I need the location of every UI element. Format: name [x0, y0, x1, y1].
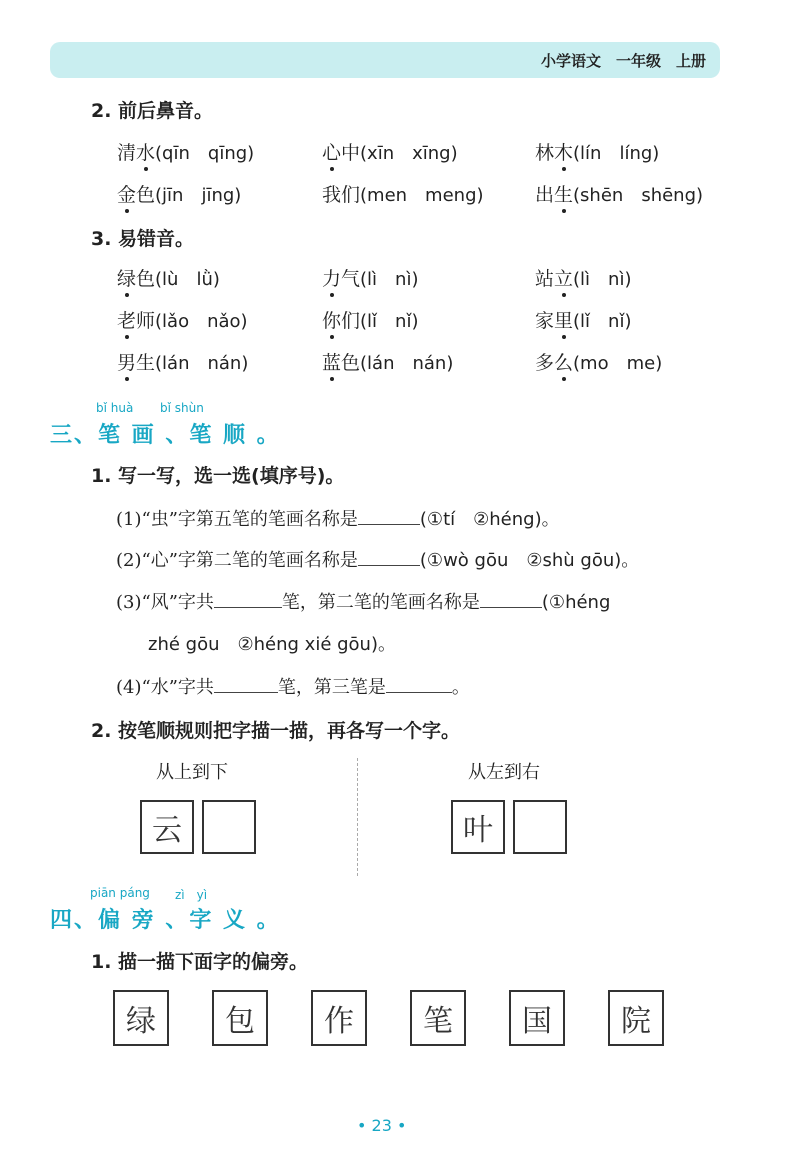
trace-box-bi[interactable] [410, 990, 466, 1046]
item-laoshi: 老师(lǎo nǎo) [117, 306, 248, 333]
q1-line3: (3)“风”字共 笔，第二笔的笔画名称是 (①héng [116, 592, 611, 613]
part2-title: 2. 前后鼻音。 [91, 100, 214, 122]
write-box-right[interactable] [513, 800, 567, 854]
trace-char-lu: 绿 [126, 1004, 156, 1039]
trace-box-guo[interactable] [509, 990, 565, 1046]
item-linmu: 林木(lín líng) [535, 138, 659, 165]
divider-dashed [357, 758, 358, 876]
section4-title: 四、偏 旁 、字 义 。 [50, 908, 281, 933]
trace-box-ye[interactable] [451, 800, 505, 854]
section3-q1-title: 1. 写一写，选一选(填序号)。 [91, 465, 345, 487]
item-xinzhong: 心中(xīn xīng) [322, 138, 458, 165]
trace-box-yuan[interactable] [608, 990, 664, 1046]
trace-char-guo: 国 [522, 1004, 552, 1039]
item-qingshui: 清水(qīn qīng) [117, 138, 254, 165]
trace-char-zuo: 作 [324, 1004, 354, 1039]
q1-line5: (4)“水”字共 笔，第三笔是 。 [116, 677, 470, 698]
item-jiali: 家里(lǐ nǐ) [535, 306, 632, 333]
trace-char-bi: 笔 [423, 1004, 453, 1039]
label-left-to-right: 从左到右 [468, 762, 540, 783]
part3-title: 3. 易错音。 [91, 228, 195, 250]
trace-char-yuan: 院 [621, 1004, 651, 1039]
item-luse: 绿色(lù lǜ) [117, 264, 220, 291]
trace-char-ye: 叶 [463, 813, 493, 848]
item-jinse: 金色(jīn jīng) [117, 180, 241, 207]
section4-pinyin-pianpang: piān páng [90, 886, 150, 900]
section4-q1-title: 1. 描一描下面字的偏旁。 [91, 951, 309, 973]
answer-blank-1[interactable] [358, 508, 420, 525]
item-duome: 多么(mo me) [535, 348, 662, 375]
section3-q2-title: 2. 按笔顺规则把字描一描，再各写一个字。 [91, 720, 461, 742]
section3-title: 三、笔 画 、笔 顺 。 [50, 423, 281, 448]
trace-box-yun[interactable] [140, 800, 194, 854]
item-lanse: 蓝色(lán nán) [322, 348, 453, 375]
q1-line4: zhé gōu ②héng xié gōu)。 [148, 634, 396, 655]
trace-box-lu[interactable] [113, 990, 169, 1046]
write-box-left[interactable] [202, 800, 256, 854]
item-zhanli: 站立(lì nì) [535, 264, 632, 291]
q1-line1: (1)“虫”字第五笔的笔画名称是 (①tí ②héng)。 [116, 509, 560, 530]
section3-pinyin-bihua: bǐ huà [96, 401, 134, 415]
label-top-to-bottom: 从上到下 [156, 762, 228, 783]
item-liqi: 力气(lì nì) [322, 264, 419, 291]
page-number: • 23 • [357, 1116, 407, 1135]
item-chusheng: 出生(shēn shēng) [535, 180, 703, 207]
answer-blank-4[interactable] [480, 591, 542, 608]
trace-box-zuo[interactable] [311, 990, 367, 1046]
answer-blank-6[interactable] [386, 676, 452, 693]
answer-blank-2[interactable] [358, 549, 420, 566]
item-women: 我们(men meng) [322, 184, 484, 206]
trace-char-yun: 云 [152, 813, 182, 848]
q1-line2: (2)“心”字第二笔的笔画名称是 (①wò gōu ②shù gōu)。 [116, 550, 640, 571]
item-nansheng: 男生(lán nán) [117, 348, 248, 375]
trace-char-bao: 包 [225, 1004, 255, 1039]
section3-pinyin-bishun: bǐ shùn [160, 401, 204, 415]
answer-blank-3[interactable] [214, 591, 282, 608]
header-title: 小学语文 一年级 上册 [540, 52, 706, 70]
answer-blank-5[interactable] [214, 676, 278, 693]
header-bar [50, 42, 720, 78]
trace-box-bao[interactable] [212, 990, 268, 1046]
section4-pinyin-ziyi: zì yì [175, 888, 208, 902]
item-nimen: 你们(lǐ nǐ) [322, 306, 419, 333]
